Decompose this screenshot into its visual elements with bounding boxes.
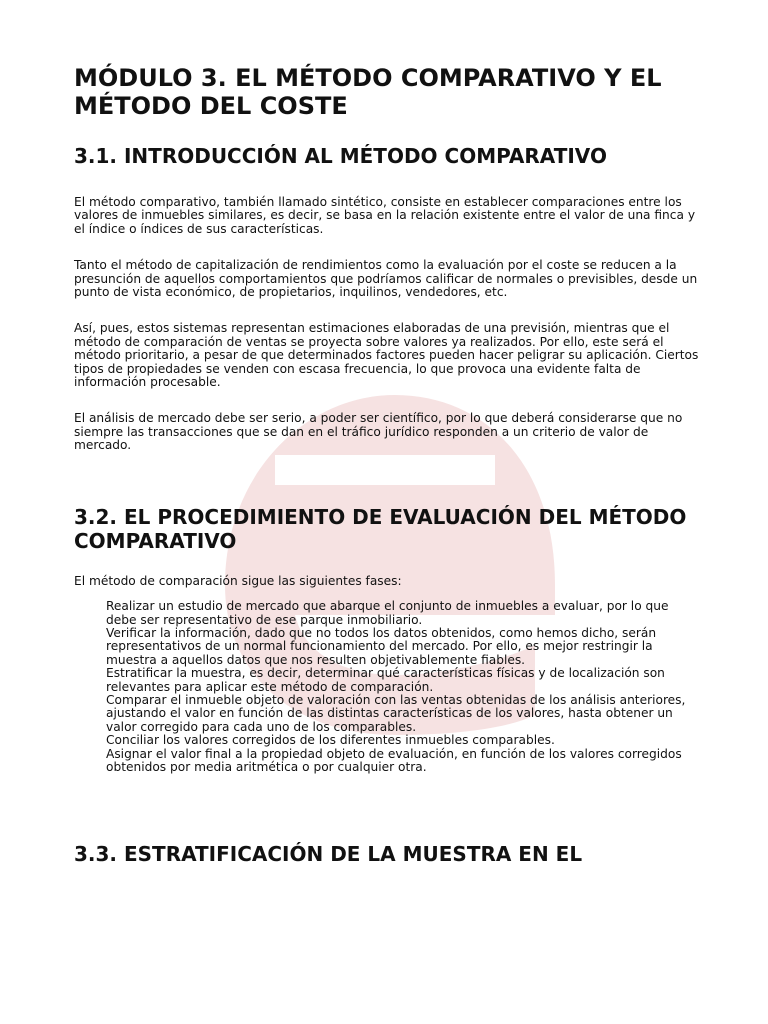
list-item: Asignar el valor final a la propiedad objeto de evaluación, en función de los valores corregidos obtenidos por media aritmética o por cualquier otra. bbox=[106, 746, 682, 774]
section-heading-3-2: 3.2. EL PROCEDIMIENTO DE EVALUACIÓN DEL MÉTODO COMPARATIVO bbox=[74, 504, 687, 553]
list-item: Realizar un estudio de mercado que abarque el conjunto de inmuebles a evaluar, por lo que debe ser representativo de ese parque inmobiliario. bbox=[106, 599, 669, 627]
section-heading-3-1: 3.1. INTRODUCCIÓN AL MÉTODO COMPARATIVO bbox=[74, 144, 607, 168]
phases-list bbox=[74, 600, 700, 774]
paragraph: Tanto el método de capitalización de rendimientos como la evaluación por el coste se reducen a la presunción de aquellos comportamientos que podríamos calificar de normales o previsibles, desde un punto de vista económico, de propietarios, inquilinos, vendedores, etc. bbox=[74, 258, 698, 300]
list-item: Verificar la información, dado que no todos los datos obtenidos, como hemos dicho, serán representativos de un normal funcionamiento del mercado. Por ello, es mejor restringir la muestra a aquellos datos que nos resulten objetivablemente fiables. bbox=[106, 625, 657, 667]
section-heading-3-3: 3.3. ESTRATIFICACIÓN DE LA MUESTRA EN EL bbox=[74, 842, 583, 867]
module-title: MÓDULO 3. EL MÉTODO COMPARATIVO Y EL MÉTODO DEL COSTE bbox=[74, 64, 662, 120]
list-item: Estratificar la muestra, es decir, determinar qué características físicas y de localización son relevantes para aplicar este método de comparación. bbox=[106, 666, 665, 694]
list-item: Conciliar los valores corregidos de los diferentes inmuebles comparables. bbox=[106, 733, 555, 748]
paragraph: Así, pues, estos sistemas representan estimaciones elaboradas de una previsión, mientras que el método de comparación de ventas se proyecta sobre valores ya realizados. Por ello, este será el método prioritario, a pesar de que determinados factores pueden hacer peligrar su aplicación. Ciertos tipos de propiedades se venden con escasa frecuencia, lo que provoca una evidente falta de información procesable. bbox=[74, 321, 699, 390]
phases-intro: El método de comparación sigue las siguientes fases: bbox=[74, 573, 402, 588]
list-item: Comparar el inmueble objeto de valoración con las ventas obtenidas de los análisis anteriores, ajustando el valor en función de las distintas características de los valores, hasta obtener un valor corregido para cada uno de los comparables. bbox=[106, 692, 686, 734]
paragraph: El análisis de mercado debe ser serio, a poder ser científico, por lo que deberá considerarse que no siempre las transacciones que se dan en el tráfico jurídico responden a un criterio de valor de mercado. bbox=[74, 411, 683, 453]
paragraph: El método comparativo, también llamado sintético, consiste en establecer comparaciones entre los valores de inmuebles similares, es decir, se basa en la relación existente entre el valor de una finca y el índice o índices de sus características. bbox=[74, 195, 696, 236]
